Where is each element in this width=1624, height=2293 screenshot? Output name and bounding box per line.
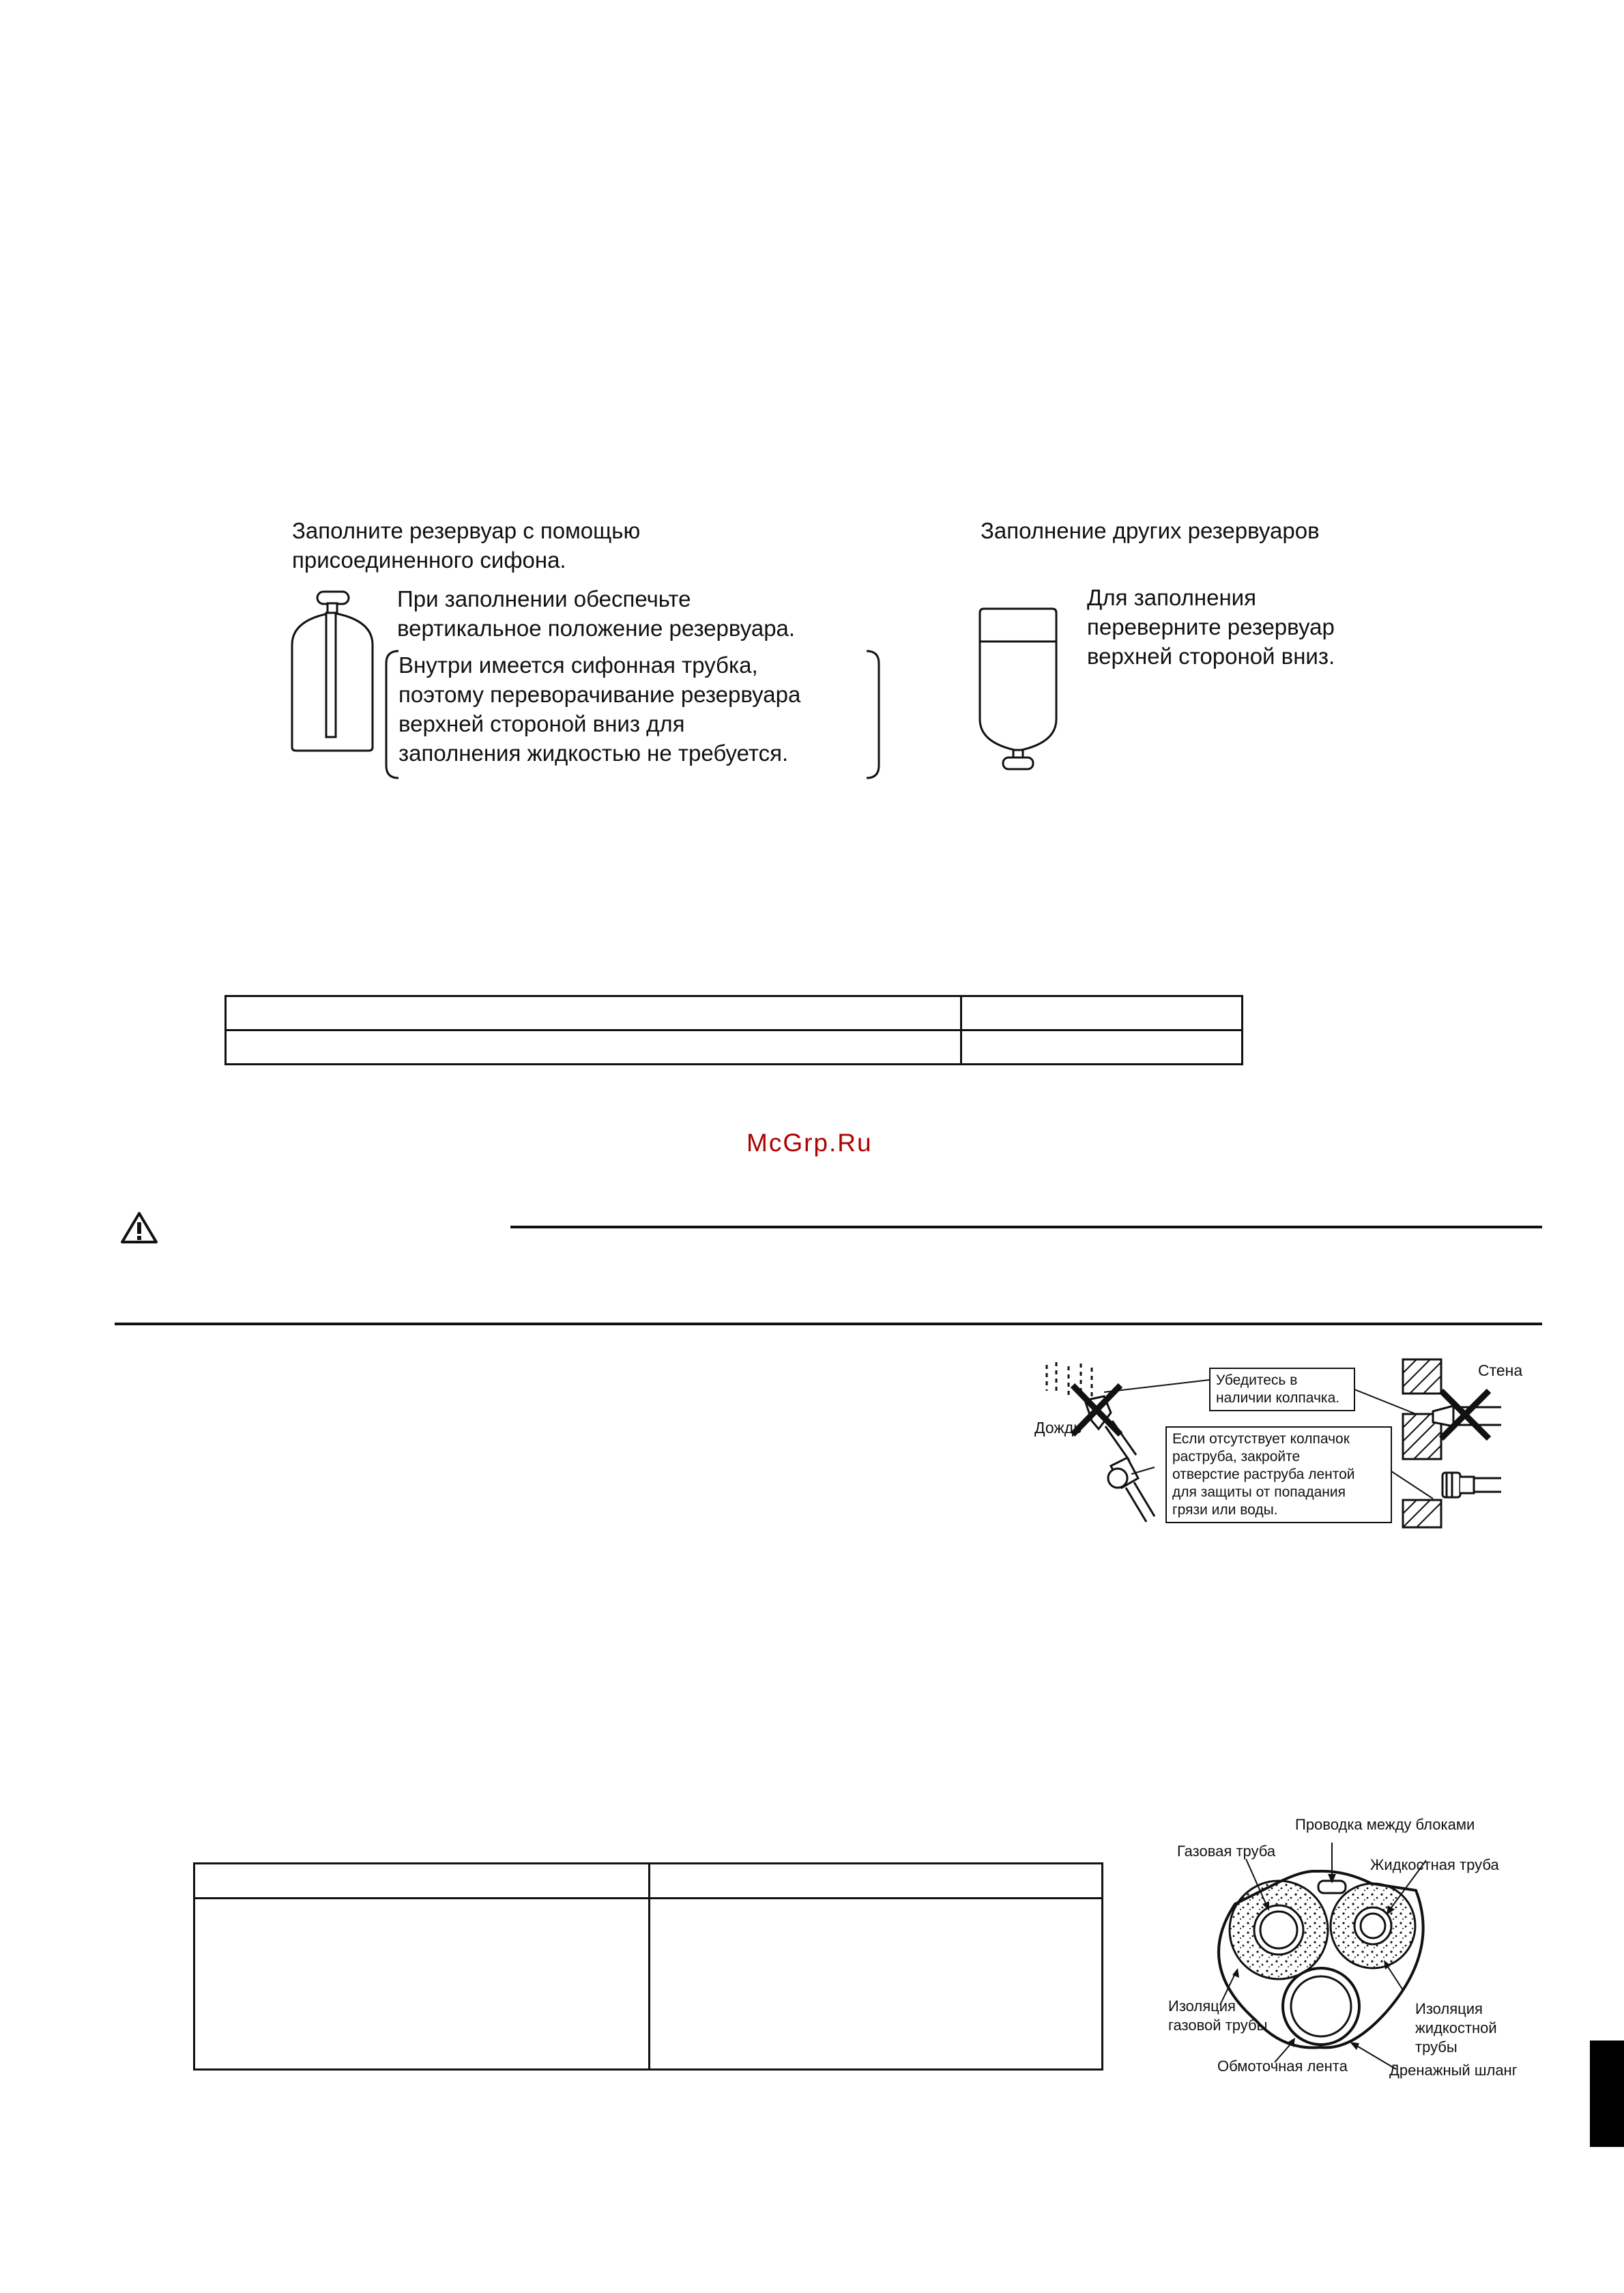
empty-table-1 (224, 995, 1243, 1065)
tape-cover-callout (1165, 1426, 1392, 1523)
rain-label: Дождь (1034, 1419, 1082, 1437)
section-divider (115, 1323, 1542, 1325)
siphon-note-line2: вертикальное положение резервуара. (397, 616, 796, 641)
table-cell (650, 1864, 1103, 1899)
table-cell (961, 1030, 1243, 1065)
liquid-insulation-line3: трубы (1415, 2038, 1458, 2056)
siphon-note (397, 584, 795, 643)
callout1-line2: наличии колпачка. (1216, 1390, 1340, 1406)
gas-insulation-line1: Изоляция (1168, 1998, 1236, 2015)
table-row (226, 1030, 1243, 1065)
other-heading: Заполнение других резервуаров (981, 518, 1320, 543)
warning-icon (120, 1211, 158, 1245)
table-cell (194, 1864, 650, 1899)
siphon-heading-line1: Заполните резервуар с помощью (292, 518, 641, 543)
other-note-line2: переверните резервуар (1087, 614, 1335, 639)
callout2-line3: отверстие раструба лентой (1172, 1467, 1355, 1482)
tape-label: Обмоточная лента (1217, 2058, 1348, 2075)
callout2-line1: Если отсутствует колпачок (1172, 1431, 1350, 1447)
table-row (194, 1899, 1103, 2070)
flare-pipe-wall-capped (1442, 1473, 1501, 1497)
wall-label: Стена (1478, 1361, 1523, 1379)
bracket-line3: верхней стороной вниз для (398, 711, 685, 736)
callout2-line2: раструба, закройте (1172, 1449, 1301, 1465)
wall-blocks (1403, 1359, 1441, 1527)
inverted-cylinder-illustration (974, 603, 1063, 781)
gas-insulation-line2: газовой трубы (1168, 2017, 1268, 2034)
siphon-note-line1: При заполнении обеспечьте (397, 586, 691, 611)
empty-table-2 (193, 1862, 1103, 2071)
siphon-heading (292, 516, 640, 575)
page-tab-marker (1590, 2040, 1624, 2147)
flare-pipe-capped (1108, 1458, 1155, 1522)
watermark: McGrp.Ru (746, 1129, 873, 1157)
callout2-line4: для защиты от попадания (1172, 1484, 1346, 1500)
gas-insulation-label (1168, 1997, 1267, 2035)
drain-label: Дренажный шланг (1389, 2062, 1518, 2079)
other-note-line3: верхней стороной вниз. (1087, 644, 1335, 669)
table-cell (226, 996, 961, 1030)
table-cell (194, 1899, 650, 2070)
table-cell (961, 996, 1243, 1030)
gas-pipe-label: Газовая труба (1177, 1843, 1276, 1860)
other-note-line1: Для заполнения (1087, 585, 1256, 610)
table-cell (650, 1899, 1103, 2070)
cylinder-valve-top (317, 592, 349, 604)
bracket-line4: заполнения жидкостью не требуется. (398, 740, 789, 766)
siphon-tube (326, 613, 336, 737)
callout1-line1: Убедитесь в (1216, 1372, 1298, 1388)
callout2-line5: грязи или воды. (1172, 1502, 1278, 1518)
inverted-valve-cap (1003, 758, 1033, 769)
cylinder-valve-stem (328, 603, 337, 613)
siphon-bracket-text (398, 650, 800, 768)
cap-check-callout (1209, 1368, 1355, 1411)
wiring-label: Проводка между блоками (1295, 1816, 1475, 1833)
liquid-insulation-line2: жидкостной (1415, 2019, 1497, 2036)
bracket-line2: поэтому переворачивание резервуара (398, 682, 801, 707)
table-cell (226, 1030, 961, 1065)
table-row (226, 996, 1243, 1030)
siphon-heading-line2: присоединенного сифона. (292, 547, 566, 573)
table-row (194, 1864, 1103, 1899)
liquid-insulation-line1: Изоляция (1415, 2000, 1483, 2017)
siphon-cylinder-illustration (287, 587, 375, 758)
caution-rule (510, 1226, 1542, 1228)
inverted-cylinder-body (980, 609, 1056, 751)
bracket-line1: Внутри имеется сифонная трубка, (398, 652, 758, 678)
other-note (1087, 583, 1335, 671)
liquid-pipe-label: Жидкостная труба (1370, 1856, 1499, 1873)
liquid-insulation-label (1415, 2000, 1497, 2057)
rain-streaks (1047, 1362, 1092, 1399)
